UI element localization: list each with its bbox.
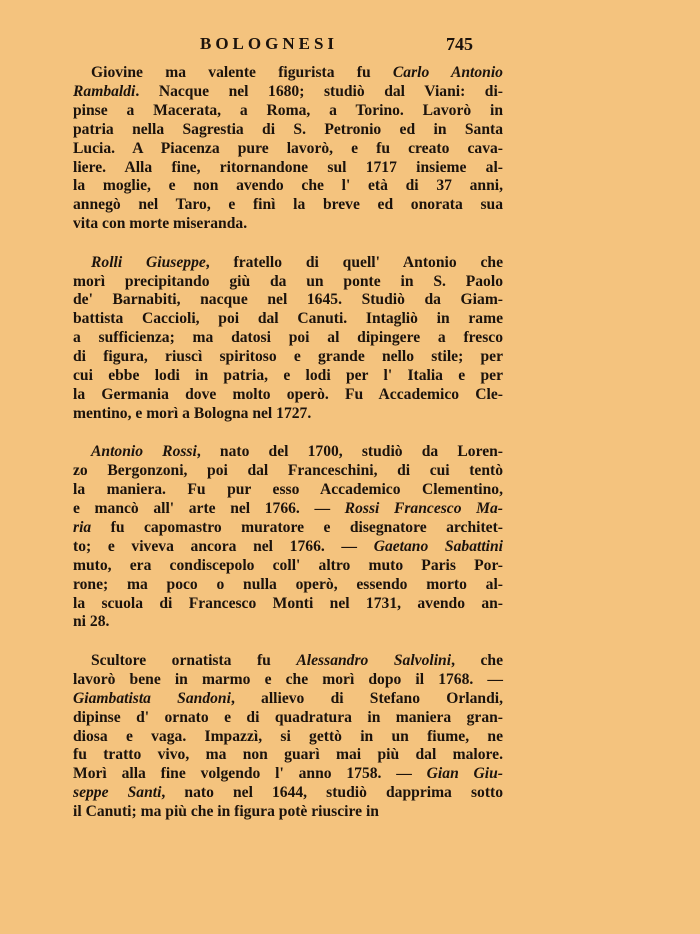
text-line: rone; ma poco o nulla operò, essendo morto al- [73, 575, 503, 593]
text-line: Scultore ornatista fu Alessandro Salvolini, che [91, 651, 504, 669]
text-line: Morì alla fine volgendo l' anno 1758. — Gian Giu- [73, 765, 504, 783]
text-line: Rolli Giuseppe, fratello di quell' Antonio che [91, 253, 503, 271]
page-header [0, 30, 700, 60]
text-line: seppe Santi, nato nel 1644, studiò dapprima sotto [73, 784, 503, 802]
text-line: pinse a Macerata, a Roma, a Torino. Lavorò in [73, 101, 503, 119]
page-number: 745 [446, 34, 473, 54]
text-line: la moglie, e non avendo che l' età di 37 anni, [73, 177, 503, 195]
text-line: annegò nel Taro, e finì la breve ed onorata sua [73, 196, 503, 214]
text-line: la maniera. Fu pur esso Accademico Clementino, [73, 481, 503, 499]
text-line: a sufficienza; ma datosi poi al dipingere a fresco [73, 329, 503, 347]
text-line: muto, era condiscepolo coll' altro muto Paris Por- [73, 556, 503, 574]
text-line: di figura, riuscì spiritoso e grande nello stile; per [73, 348, 503, 366]
text-line: ria fu capomastro muratore e disegnatore architet- [73, 518, 503, 536]
text-line: Giovine ma valente figurista fu Carlo Antonio [91, 64, 503, 81]
paragraph [73, 254, 503, 424]
text-line: fu tratto vivo, ma non guarì mai più dal malore. [73, 746, 503, 764]
text-line: morì precipitando giù da un ponte in S. Paolo [73, 272, 503, 290]
text-line: ni 28. [73, 613, 110, 631]
text-line: dipinse d' ornato e di quadratura in maniera gran- [73, 708, 503, 726]
text-line: vita con morte miseranda. [73, 215, 248, 233]
paragraph [73, 443, 503, 632]
text-line: Giambatista Sandoni, allievo di Stefano Orlandi, [73, 689, 503, 707]
paragraph [73, 652, 503, 822]
text-line: Antonio Rossi, nato del 1700, studiò da Loren- [91, 443, 503, 461]
text-line: liere. Alla fine, ritornandone sul 1717 insieme al- [73, 158, 503, 176]
text-line: battista Caccioli, poi dal Canuti. Intagliò in rame [73, 310, 503, 328]
running-head: BOLOGNESI [200, 34, 339, 53]
text-line: diosa e vaga. Impazzì, si gettò in un fiume, ne [73, 727, 503, 745]
paragraph [73, 64, 503, 234]
text-line: patria nella Sagrestia di S. Petronio ed in Santa [73, 120, 503, 138]
text-line: Lucia. A Piacenza pure lavorò, e fu creato cava- [73, 139, 503, 157]
text-line: de' Barnabiti, nacque nel 1645. Studiò da Giam- [73, 291, 503, 309]
text-line: mentino, e morì a Bologna nel 1727. [73, 404, 312, 422]
text-line: zo Bergonzoni, poi dal Franceschini, di cui tentò [73, 462, 503, 480]
body-text [73, 64, 503, 842]
text-line: Rambaldi. Nacque nel 1680; studiò dal Viani: di- [73, 82, 503, 100]
text-line: e mancò all' arte nel 1766. — Rossi Francesco Ma- [73, 500, 503, 518]
text-line: il Canuti; ma più che in figura potè riuscire in [73, 803, 379, 821]
text-line: la scuola di Francesco Monti nel 1731, avendo an- [73, 594, 503, 612]
text-line: cui ebbe lodi in patria, e lodi per l' Italia e per [73, 367, 503, 385]
text-line: lavorò bene in marmo e che morì dopo il 1768. — [73, 670, 503, 688]
text-line: to; e viveva ancora nel 1766. — Gaetano Sabattini [73, 537, 503, 555]
text-line: la Germania dove molto operò. Fu Accademico Cle- [73, 386, 503, 403]
